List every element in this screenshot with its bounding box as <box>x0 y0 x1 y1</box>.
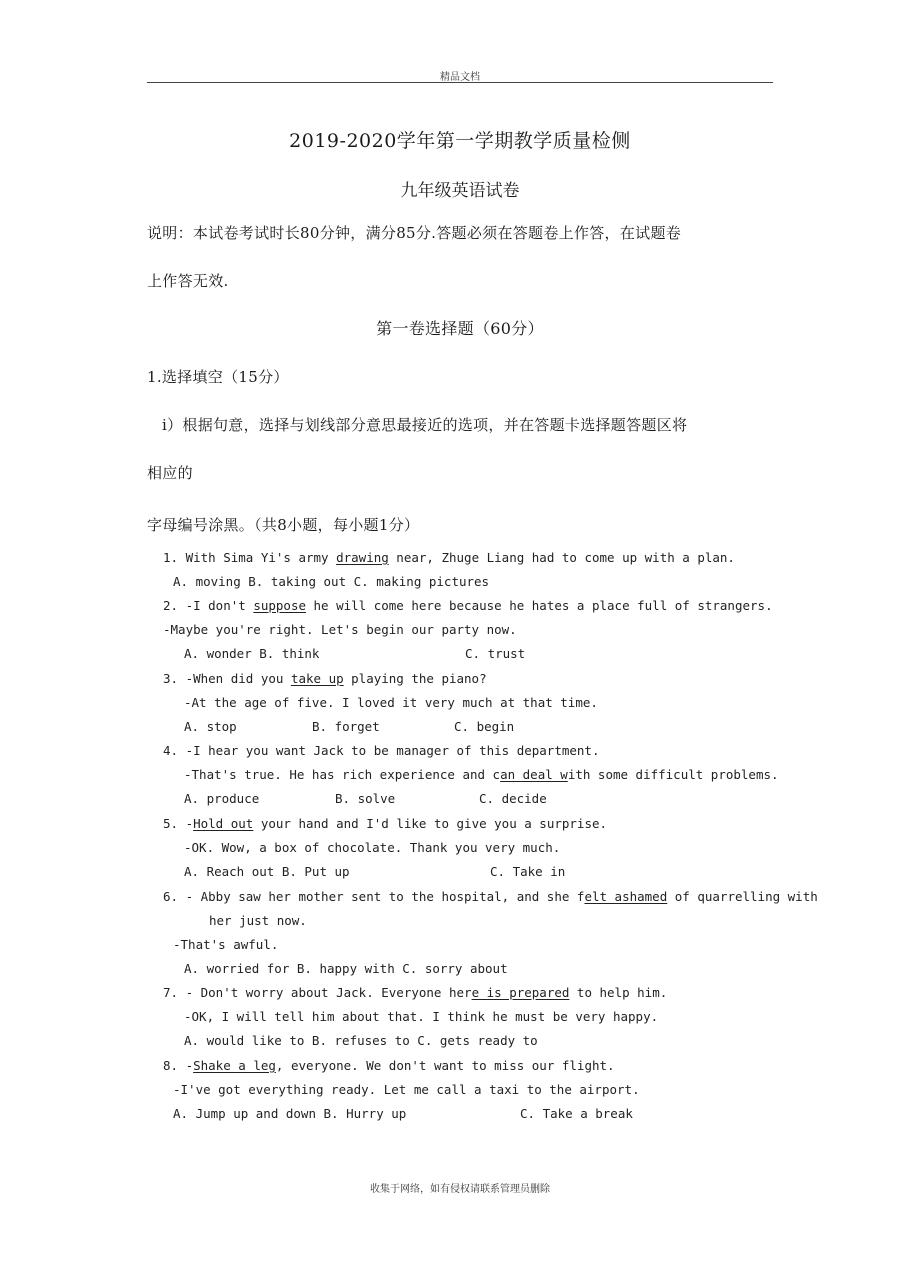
part1-intro-line-3: 字母编号涂黑。（共8小题，每小题1分） <box>147 516 420 534</box>
underlined-word: Hold out <box>193 816 254 831</box>
question-2-option-c: C. trust <box>465 646 526 661</box>
question-4: 4. -I hear you want Jack to be manager of this department. <box>163 743 600 758</box>
question-5: 5. -Hold out your hand and I'd like to give you a surprise. <box>163 816 608 831</box>
question-4-option-b: B. solve <box>335 791 396 806</box>
question-4-option-a: A. produce <box>184 791 260 806</box>
instructions-line-2: 上作答无效. <box>147 272 229 290</box>
question-8: 8. -Shake a leg, everyone. We don't want to miss our flight. <box>163 1058 615 1073</box>
question-3: 3. -When did you take up playing the piano? <box>163 671 487 686</box>
question-3-option-b: B. forget <box>312 719 380 734</box>
question-8-option-c: C. Take a break <box>520 1106 633 1121</box>
part1-intro-line-1: i）根据句意，选择与划线部分意思最接近的选项，并在答题卡选择题答题区将 <box>162 416 688 434</box>
question-3-reply: -At the age of five. I loved it very much at that time. <box>184 695 598 710</box>
question-6-options: A. worried for B. happy with C. sorry about <box>184 961 508 976</box>
question-1: 1. With Sima Yi's army drawing near, Zhuge Liang had to come up with a plan. <box>163 550 735 565</box>
underlined-word: Shake a leg <box>193 1058 276 1073</box>
question-1-options: A. moving B. taking out C. making pictures <box>173 574 490 589</box>
question-5-option-c: C. Take in <box>490 864 566 879</box>
question-4-option-c: C. decide <box>479 791 547 806</box>
question-4-reply: -That's true. He has rich experience and can deal with some difficult problems. <box>184 767 779 782</box>
question-7-options: A. would like to B. refuses to C. gets ready to <box>184 1033 538 1048</box>
question-5-options-ab: A. Reach out B. Put up <box>184 864 350 879</box>
question-7-reply: -OK, I will tell him about that. I think he must be very happy. <box>184 1009 659 1024</box>
page-header-label: 精品文档 <box>440 72 480 83</box>
exam-title: 2019-2020学年第一学期教学质量检侧 <box>289 130 631 152</box>
question-3-option-c: C. begin <box>454 719 515 734</box>
question-5-reply: -OK. Wow, a box of chocolate. Thank you very much. <box>184 840 561 855</box>
underlined-word: an deal w <box>500 767 568 782</box>
question-2: 2. -I don't suppose he will come here because he hates a place full of strangers. <box>163 598 773 613</box>
part1-title: 1.选择填空（15分） <box>147 368 289 386</box>
question-3-option-a: A. stop <box>184 719 237 734</box>
underlined-word: take up <box>290 671 344 686</box>
question-6-continued: her just now. <box>209 913 307 928</box>
page-footer-label: 收集于网络，如有侵权请联系管理员删除 <box>370 1184 550 1195</box>
question-2-options-ab: A. wonder B. think <box>184 646 320 661</box>
part1-intro-line-2: 相应的 <box>147 464 193 482</box>
question-8-options-ab: A. Jump up and down B. Hurry up <box>173 1106 407 1121</box>
underlined-word: suppose <box>253 598 306 613</box>
underlined-word: elt ashamed <box>584 889 668 904</box>
question-7: 7. - Don't worry about Jack. Everyone here is prepared to help him. <box>163 985 668 1000</box>
exam-subtitle: 九年级英语试卷 <box>400 181 520 201</box>
underlined-word: drawing <box>336 550 389 565</box>
question-6: 6. - Abby saw her mother sent to the hospital, and she felt ashamed of quarrelling with <box>163 889 818 904</box>
instructions-line-1: 说明：本试卷考试时长80分钟，满分85分.答题必须在答题卷上作答，在试题卷 <box>147 224 682 242</box>
header-rule <box>147 82 773 83</box>
section-title: 第一卷选择题（60分） <box>376 319 544 338</box>
question-6-reply: -That's awful. <box>173 937 279 952</box>
underlined-word: e is prepared <box>471 985 570 1000</box>
question-2-reply: -Maybe you're right. Let's begin our party now. <box>163 622 517 637</box>
question-8-reply: -I've got everything ready. Let me call a taxi to the airport. <box>173 1082 640 1097</box>
